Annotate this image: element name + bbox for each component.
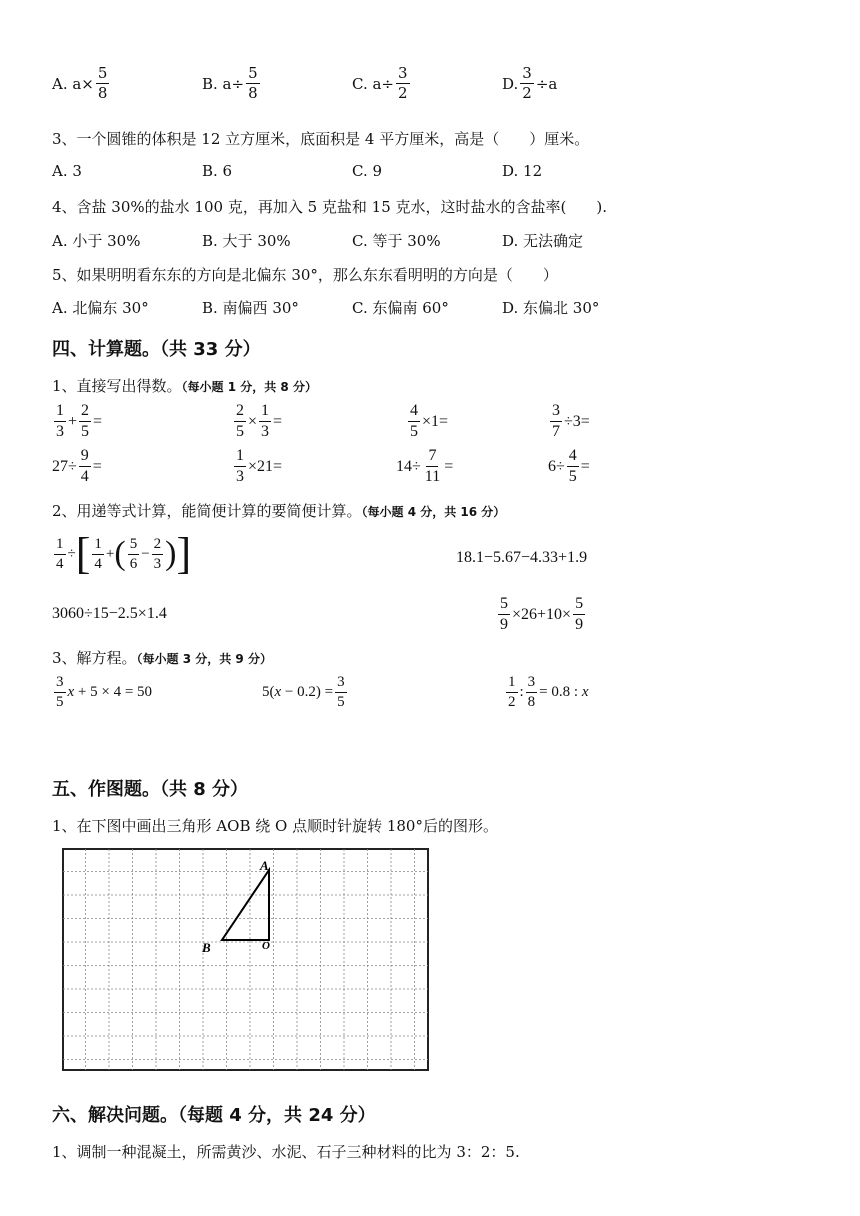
q3-option-a: A. 3 (52, 162, 82, 180)
section-5-part-1: 1、在下图中画出三角形 AOB 绕 O 点顺时针旋转 180°后的图形。 (52, 817, 498, 835)
q3-option-b: B. 6 (202, 162, 233, 180)
part-note: （每小题 1 分，共 8 分） (181, 380, 317, 394)
grid-border (63, 849, 428, 1070)
equation-3: $\frac{1}{2}$ : $\frac{3}{8}$ = 0.8 : x (508, 674, 589, 710)
q3-option-d: D. 12 (502, 162, 543, 180)
denominator: 8 (97, 84, 108, 102)
label-point-b: B (202, 940, 211, 955)
expr-c: 3060÷15−2.5×1.4 (52, 605, 167, 622)
equals: = (444, 457, 454, 475)
equals: = (439, 412, 449, 430)
numerator: 3 (522, 64, 532, 82)
expr-a: $\frac{1}{4}$ ÷ [ $\frac{1}{4}$ + ( $\frac{5}{6}$ − $\frac{2}{3}$ ) ] (56, 529, 192, 578)
section-4-part-1 (52, 375, 317, 396)
q4-option-a: A. 小于 30% (52, 232, 141, 250)
fraction (520, 66, 534, 101)
denominator: 8 (248, 84, 258, 102)
calc-8: 6÷ $\frac{4}{5}$ = (548, 447, 590, 485)
q5-option-c: C. 东偏南 60° (352, 299, 449, 317)
denominator: 2 (398, 84, 408, 102)
rotation-grid (62, 848, 430, 1072)
equals: = (273, 412, 283, 430)
q3-option-c: C. 9 (352, 162, 383, 180)
section-4-part-3 (52, 647, 272, 668)
numerator: 5 (248, 64, 258, 82)
q4-option-c: C. 等于 30% (352, 232, 441, 250)
equals: = (93, 412, 103, 430)
option-text: C. a÷ (352, 74, 394, 93)
calc-7: 14÷ $\frac{7}{11}$ = (396, 447, 454, 485)
equals: = (273, 457, 283, 475)
q4-option-b: B. 大于 30% (202, 232, 291, 250)
calc-2: $\frac{2}{5}$ × $\frac{1}{3}$ = (236, 402, 283, 440)
part-label: 1、直接写出得数。 (52, 377, 182, 395)
question-3: 3、一个圆锥的体积是 12 立方厘米，底面积是 4 平方厘米，高是（ ）厘米。 (52, 130, 590, 148)
expr-b: 18.1−5.67−4.33+1.9 (456, 549, 588, 566)
calc-3: $\frac{4}{5}$ ×1 = (410, 402, 449, 440)
option-text: B. a÷ (202, 74, 245, 93)
section-4-title: 四、计算题。（共 33 分） (52, 339, 261, 360)
equation-2: 5(x − 0.2) = $\frac{3}{5}$ (262, 674, 345, 710)
fraction (246, 66, 260, 101)
equals: = (580, 457, 590, 475)
label-point-a: A (260, 858, 269, 873)
numerator: 5 (97, 64, 108, 82)
label-point-o: O (262, 940, 270, 952)
q2-option-c (352, 66, 412, 101)
fraction (96, 66, 110, 101)
question-4: 4、含盐 30%的盐水 100 克，再加入 5 克盐和 15 克水，这时盐水的含盐率( ). (52, 198, 607, 216)
numerator: 3 (398, 64, 408, 82)
section-6-part-1: 1、调制一种混凝土，所需黄沙、水泥、石子三种材料的比为 3：2：5. (52, 1143, 520, 1161)
equals: = (580, 412, 590, 430)
part-label: 3、解方程。 (52, 649, 137, 667)
expr-d: $\frac{5}{9}$ ×26+10× $\frac{5}{9}$ (500, 595, 584, 633)
q2-option-a (52, 66, 111, 101)
fraction (396, 66, 410, 101)
part-note: （每小题 3 分，共 9 分） (136, 652, 272, 666)
q5-option-a: A. 北偏东 30° (52, 299, 149, 317)
calc-5: 27÷ $\frac{9}{4}$ = (52, 447, 102, 485)
option-text: ÷a (535, 74, 558, 93)
option-text: A. a× (52, 74, 94, 93)
equation-1: $\frac{3}{5}$ x + 5 × 4 = 50 (56, 674, 153, 710)
part-note: （每小题 4 分，共 16 分） (361, 505, 506, 519)
part-label: 2、用递等式计算，能简便计算的要简便计算。 (52, 502, 362, 520)
option-text: D. (502, 74, 519, 93)
section-5-title: 五、作图题。（共 8 分） (52, 779, 249, 800)
calc-1: $\frac{1}{3}$ + $\frac{2}{5}$ = (56, 402, 103, 440)
q5-option-b: B. 南偏西 30° (202, 299, 299, 317)
q4-option-d: D. 无法确定 (502, 232, 584, 250)
equals: = (92, 457, 102, 475)
denominator: 2 (522, 84, 532, 102)
question-5: 5、如果明明看东东的方向是北偏东 30°，那么东东看明明的方向是（ ） (52, 266, 558, 284)
calc-6: $\frac{1}{3}$ ×21 = (236, 447, 283, 485)
section-4-part-2 (52, 500, 505, 521)
q2-option-d (502, 66, 557, 101)
calc-4: $\frac{3}{7}$ ÷3 = (552, 402, 590, 440)
section-6-title: 六、解决问题。（每题 4 分，共 24 分） (52, 1105, 376, 1126)
q2-option-b (202, 66, 262, 101)
q5-option-d: D. 东偏北 30° (502, 299, 600, 317)
